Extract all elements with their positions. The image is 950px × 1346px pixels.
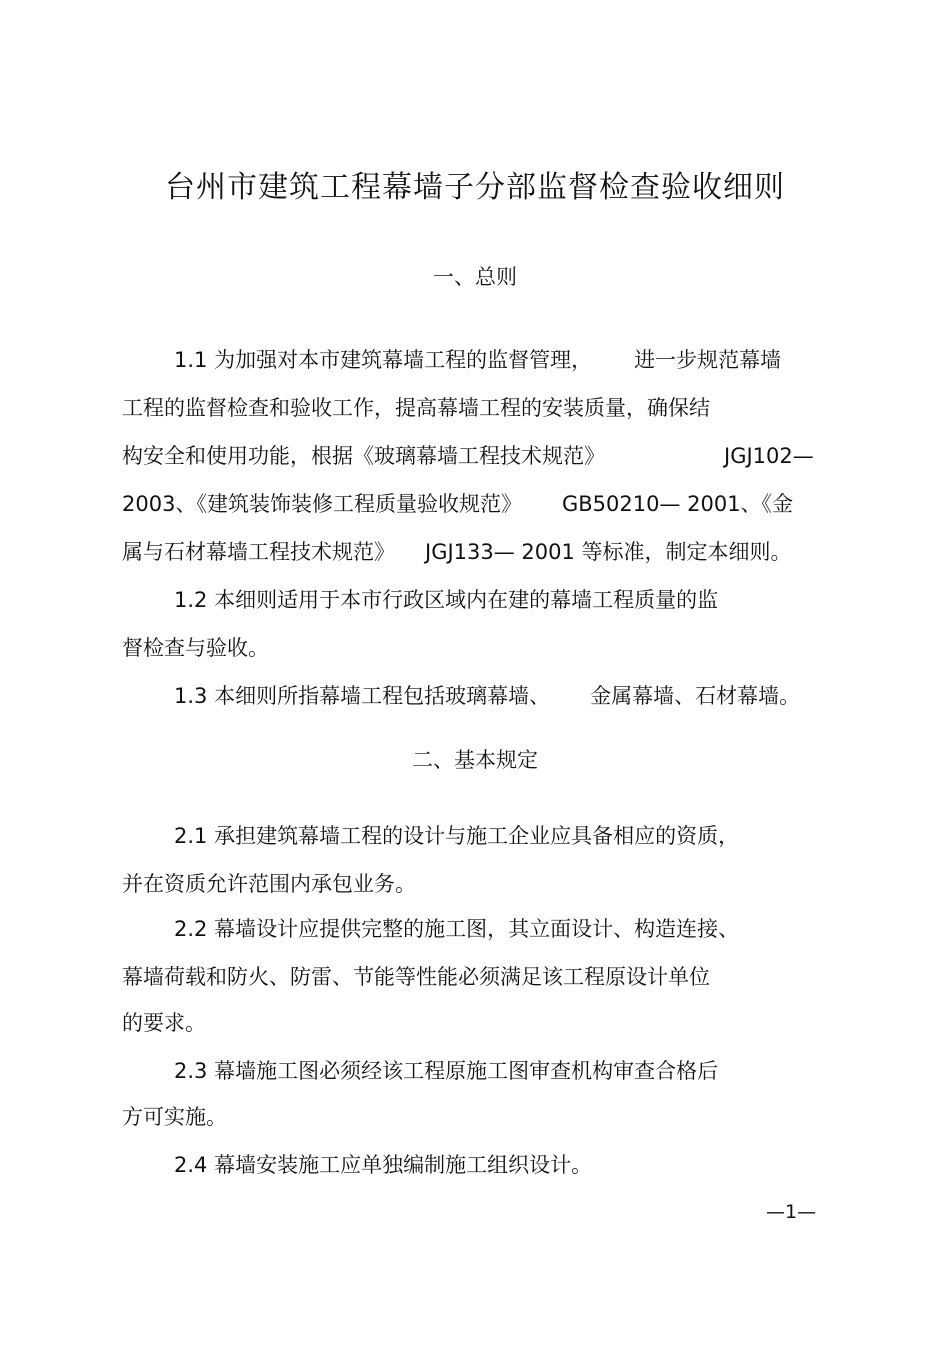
text-line: 2.2 幕墙设计应提供完整的施工图，其立面设计、构造连接、 <box>174 917 740 941</box>
text-line: 1.3 本细则所指幕墙工程包括玻璃幕墙、 金属幕墙、石材幕墙。 <box>174 684 801 708</box>
text-line: 属与石材幕墙工程技术规范》 JGJ133— 2001 等标准，制定本细则。 <box>122 540 792 564</box>
text-line: 方可实施。 <box>122 1105 227 1129</box>
text-line: 工程的监督检查和验收工作，提高幕墙工程的安装质量，确保结 <box>122 396 710 420</box>
text-line: 并在资质允许范围内承包业务。 <box>122 872 416 896</box>
text-line: 2003、《建筑装饰装修工程质量验收规范》 GB50210— 2001、《金 <box>122 492 794 516</box>
section-heading-general: 一、总则 <box>433 265 517 289</box>
document-title: 台州市建筑工程幕墙子分部监督检查验收细则 <box>165 170 785 205</box>
text-line: 2.4 幕墙安装施工应单独编制施工组织设计。 <box>174 1153 593 1177</box>
text-line: 1.1 为加强对本市建筑幕墙工程的监督管理， 进一步规范幕墙 <box>174 348 782 372</box>
section-heading-basic-rules: 二、基本规定 <box>412 748 538 772</box>
text-line: 构安全和使用功能，根据《玻璃幕墙工程技术规范》 <box>122 444 605 468</box>
text-line: 的要求。 <box>122 1011 206 1035</box>
text-line: 2.3 幕墙施工图必须经该工程原施工图审查机构审查合格后 <box>174 1059 719 1083</box>
text-line: 1.2 本细则适用于本市行政区域内在建的幕墙工程质量的监 <box>174 588 719 612</box>
text-line: JGJ102— <box>724 444 814 468</box>
text-line: 幕墙荷载和防火、防雷、节能等性能必须满足该工程原设计单位 <box>122 965 710 989</box>
text-line: 督检查与验收。 <box>122 636 269 660</box>
page-number: —1— <box>766 1201 817 1223</box>
text-line: 2.1 承担建筑幕墙工程的设计与施工企业应具备相应的资质， <box>174 824 740 848</box>
